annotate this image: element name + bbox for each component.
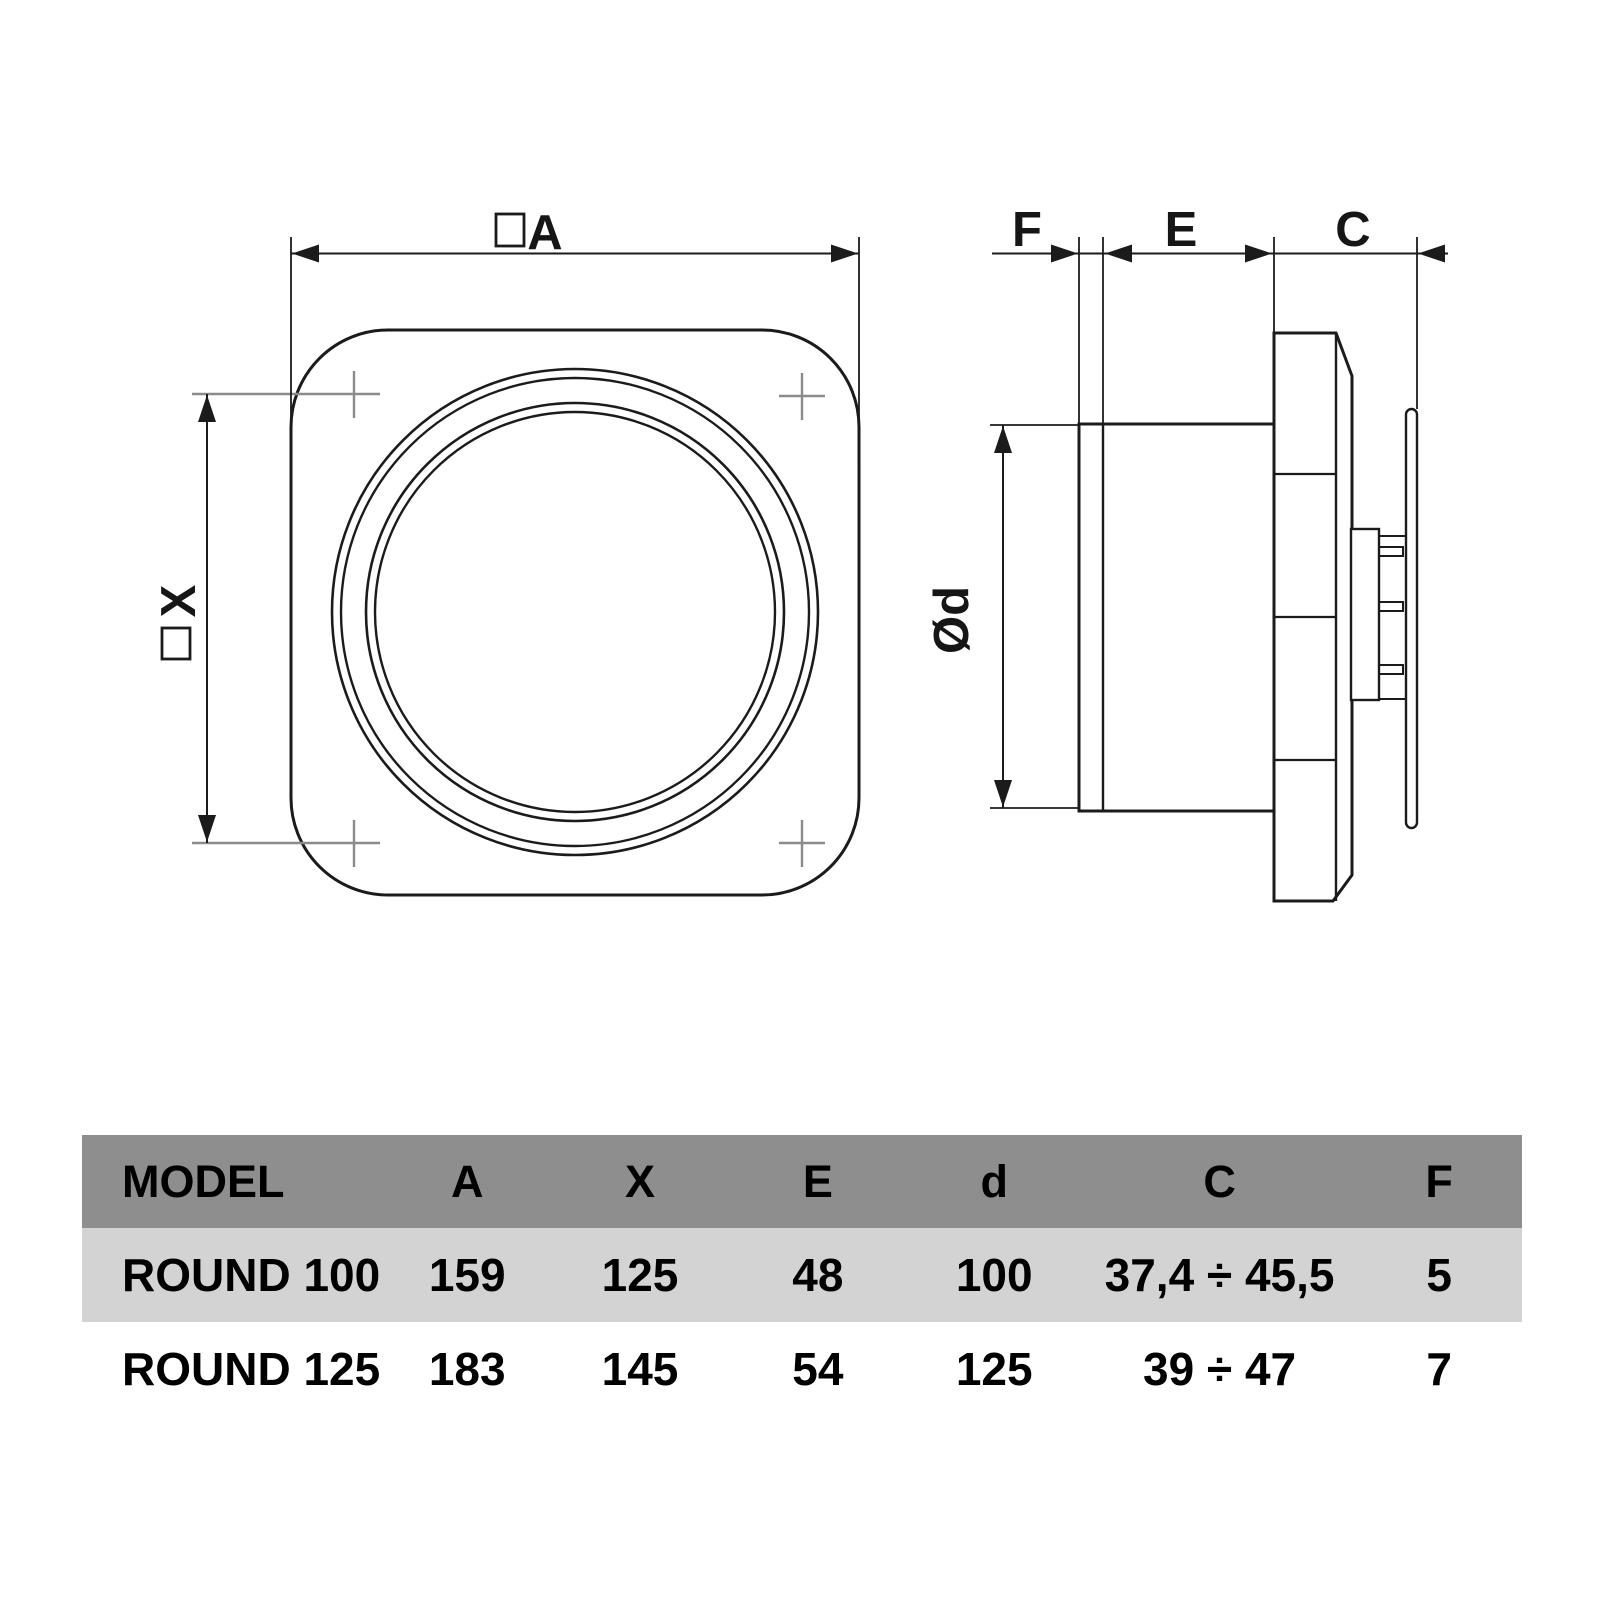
side-view (925, 203, 1448, 901)
cell-x: 125 (601, 1249, 679, 1301)
arrow-down-icon (198, 815, 216, 842)
table-row-round-100 (82, 1228, 1522, 1322)
dim-label-a: A (527, 206, 563, 260)
dim-label-c: C (1335, 203, 1371, 257)
fan-body (1274, 333, 1352, 901)
header-a: A (450, 1155, 484, 1207)
header-c: C (1203, 1155, 1236, 1207)
cell-d: 125 (955, 1343, 1033, 1395)
header-e: E (802, 1155, 833, 1207)
square-symbol-icon (496, 214, 524, 246)
dimension-f-e-c (992, 203, 1448, 424)
arrow-down-icon (994, 780, 1012, 807)
dimension-x (152, 394, 216, 843)
dimensions-table (82, 1135, 1522, 1416)
arrow-right-icon (831, 245, 858, 263)
cell-a: 183 (428, 1343, 506, 1395)
cell-d: 100 (955, 1249, 1033, 1301)
dim-label-x: X (152, 584, 206, 618)
cell-f: 5 (1426, 1249, 1452, 1301)
terminal-block (1351, 529, 1406, 700)
connector-pin (1379, 547, 1403, 556)
header-d: d (980, 1155, 1008, 1207)
dimensions-table-grid (82, 1135, 1522, 1416)
square-symbol-icon (162, 628, 190, 659)
mounting-plate (1406, 409, 1417, 828)
dim-label-e: E (1164, 203, 1198, 257)
cell-f: 7 (1426, 1343, 1452, 1395)
cell-e: 54 (792, 1343, 844, 1395)
arrow-up-icon (198, 395, 216, 422)
table-row-round-125 (82, 1322, 1522, 1416)
cell-e: 48 (792, 1249, 844, 1301)
arrow-right-icon (1245, 245, 1272, 263)
duct-spigot (1079, 424, 1274, 811)
arrow-up-icon (994, 426, 1012, 453)
cell-model: ROUND 100 (122, 1249, 381, 1301)
front-view (152, 206, 859, 895)
arrow-left-icon (292, 245, 319, 263)
arrow-left-icon (1418, 245, 1445, 263)
cell-c: 37,4 ÷ 45,5 (1104, 1249, 1335, 1301)
cell-x: 145 (601, 1343, 679, 1395)
dim-label-f: F (1012, 203, 1042, 257)
connector-pin (1379, 665, 1403, 674)
dimension-d (925, 425, 1079, 808)
header-model: MODEL (122, 1155, 285, 1207)
connector-pin (1379, 602, 1403, 611)
cell-c: 39 ÷ 47 (1142, 1343, 1297, 1395)
cell-a: 159 (428, 1249, 506, 1301)
header-x: X (624, 1155, 655, 1207)
cell-model: ROUND 125 (122, 1343, 381, 1395)
arrow-left-icon (1105, 245, 1132, 263)
dim-label-diameter: Ød (925, 585, 979, 655)
table-header-row (82, 1135, 1522, 1228)
header-f: F (1425, 1155, 1453, 1207)
arrow-right-icon (1051, 245, 1078, 263)
